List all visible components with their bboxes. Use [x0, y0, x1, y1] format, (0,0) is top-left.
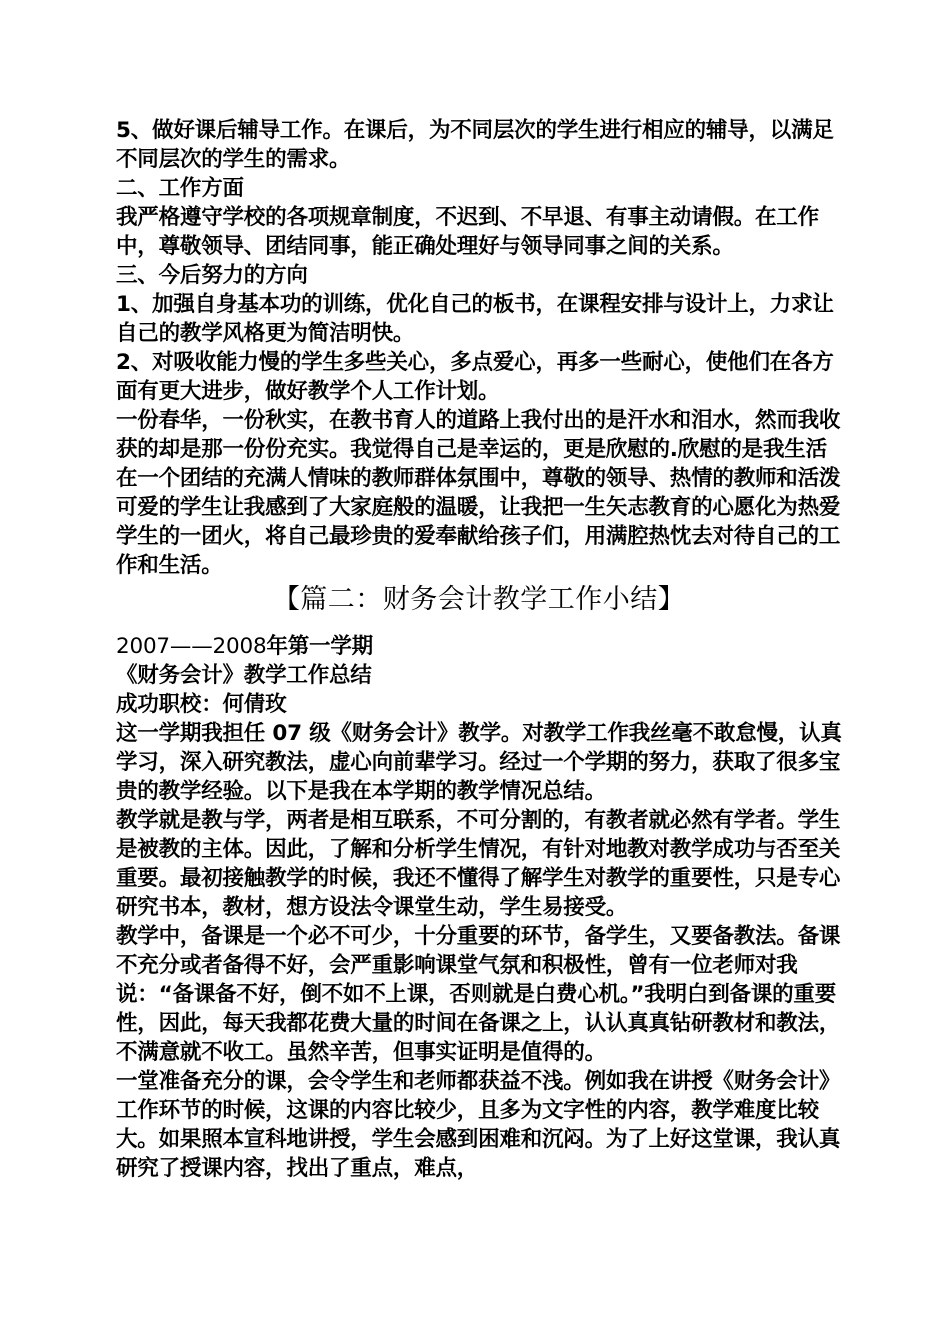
- heading-work-aspect: 二、工作方面: [116, 176, 244, 201]
- author-line: 成功职校：何倩玫: [116, 692, 287, 717]
- paragraph-intro: 这一学期我担任 07 级《财务会计》教学。对教学工作我丝毫不敢怠慢，认真学习，深入研究教法，虚心向前辈学习。经过一个学期的努力，获取了很多宝贵的教学经验。以下是我在本学期的教学情况总结。: [116, 721, 842, 804]
- paragraph-teaching-learning: 教学就是教与学，两者是相互联系，不可分割的，有教者就必然有学者。学生是被教的主体。因此，了解和分析学生情况，有针对地教对教学成功与否至关重要。最初接触教学的时候，我还不懂得了解学生对教学的重要性，只是专心研究书本，教材，想方设法令课堂生动，学生易接受。: [116, 808, 841, 920]
- paragraph-tutoring: 5、做好课后辅导工作。在课后，为不同层次的学生进行相应的辅导，以满足不同层次的学生的需求。: [116, 118, 834, 172]
- heading-future-direction: 三、今后努力的方向: [116, 263, 308, 288]
- paragraph-reflection: 一份春华，一份秋实，在教书育人的道路上我付出的是汗水和泪水，然而我收获的却是那一份份充实。我觉得自己是幸运的，更是欣慰的.欣慰的是我生活在一个团结的充满人情味的教师群体氛围中，尊敬的领导、热情的教师和活泼可爱的学生让我感到了大家庭般的温暖，让我把一生矢志教育的心愿化为热爱学生的一团火，将自己最珍贵的爱奉献给孩子们，用满腔热忱去对待自己的工作和生活。: [116, 408, 841, 578]
- paragraph-example-lesson: 一堂准备充分的课，会令学生和老师都获益不浅。例如我在讲授《财务会计》工作环节的时候，这课的内容比较少，且多为文字性的内容，教学难度比较大。如果照本宣科地讲授，学生会感到困难和沉闷。为了上好这堂课，我认真研究了授课内容，找出了重点，难点，: [116, 1069, 841, 1181]
- summary-title: 《财务会计》教学工作总结: [116, 663, 372, 688]
- document-body: [116, 116, 842, 1183]
- paragraph-care-students: 2、对吸收能力慢的学生多些关心，多点爱心，再多一些耐心，使他们在各方面有更大进步，做好教学个人工作计划。: [116, 350, 834, 404]
- semester-years: 2007——2008: [116, 634, 267, 659]
- paragraph-basic-skills: 1、加强自身基本功的训练，优化自己的板书，在课程安排与设计上，力求让自己的教学风格更为简洁明快。: [116, 292, 834, 346]
- paragraph-rules: 我严格遵守学校的各项规章制度，不迟到、不早退、有事主动请假。在工作中，尊敬领导、团结同事，能正确处理好与领导同事之间的关系。: [116, 205, 819, 259]
- section-title: 【篇二：财务会计教学工作小结】: [272, 584, 686, 615]
- semester-label: 年第一学期: [266, 634, 373, 659]
- semester-line: [116, 632, 842, 661]
- paragraph-lesson-prep: 教学中，备课是一个必不可少，十分重要的环节，备学生，又要备教法。备课不充分或者备得不好，会严重影响课堂气氛和积极性，曾有一位老师对我说：“备课备不好，倒不如不上课，否则就是白费心机。”我明白到备课的重要性，因此，每天我都花费大量的时间在备课之上，认认真真钻研教材和教法，不满意就不收工。虽然辛苦，但事实证明是值得的。: [116, 924, 841, 1065]
